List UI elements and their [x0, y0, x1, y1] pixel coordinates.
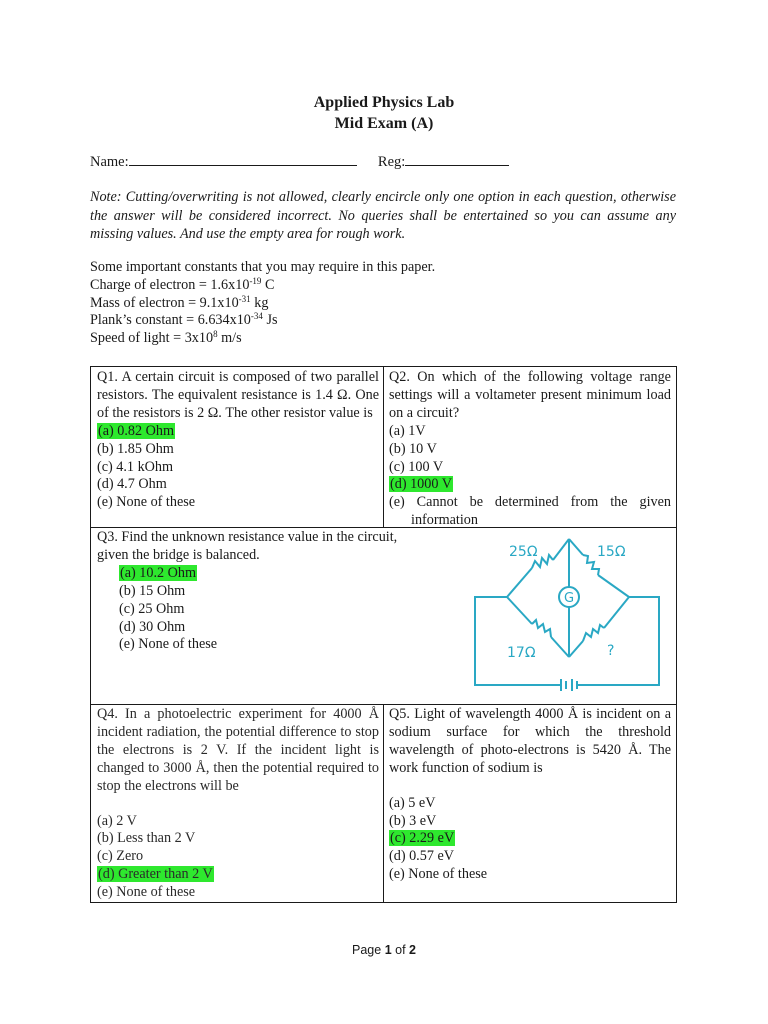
exam-note: Note: Cutting/overwriting is not allowed, clearly encircle only one option in each question, otherwise the answer will be considered incorrect. No queries shall be entertained so you can assume any missing values. And use the empty area for rough work. — [90, 189, 676, 242]
constants-intro: Some important constants that you may require in this paper. — [90, 259, 436, 275]
option-q3-d[interactable]: (d) 30 Ohm — [119, 618, 186, 635]
reg-label: Reg: — [377, 154, 406, 170]
option-q1-a[interactable]: (a) 0.82 Ohm — [98, 422, 175, 439]
option-q4-d[interactable]: (d) Greater than 2 V — [98, 866, 213, 883]
question-text: Q1. A certain circuit is composed of two parallel resistors. The equivalent resistance is 1.4 Ω. One of the resistors is 2 Ω. The other resistor value is — [97, 369, 379, 421]
label-r2: 15Ω — [597, 544, 626, 560]
constant-electron-mass: Mass of electron = $9.1x10^{-31}$ kg — [90, 293, 269, 311]
option-q2-e[interactable]: (e) Cannot be determined from the given information — [389, 494, 671, 529]
wheatstone-bridge-diagram — [471, 531, 671, 691]
bridge-wire — [551, 637, 569, 657]
exam-title: Applied Physics Lab — [313, 94, 455, 111]
exam-subtitle: Mid Exam (A) — [334, 115, 434, 132]
option-q4-a[interactable]: (a) 2 V — [97, 812, 137, 829]
questions-table — [90, 366, 677, 903]
label-r4: ? — [607, 643, 615, 659]
reg-field[interactable] — [405, 152, 509, 166]
table-divider — [383, 367, 384, 527]
option-q2-b[interactable]: (b) 10 V — [389, 440, 437, 457]
option-q5-a[interactable]: (a) 5 eV — [389, 794, 436, 811]
constants-block — [90, 259, 435, 348]
question-q1 — [97, 369, 379, 512]
question-q4 — [97, 706, 379, 902]
option-q2-d[interactable]: (d) 1000 V — [390, 476, 453, 493]
constant-electron-charge: Charge of electron = $1.6x10^{-19}$ C — [90, 275, 275, 293]
question-q3 — [97, 529, 457, 654]
option-q5-d[interactable]: (d) 0.57 eV — [389, 848, 455, 865]
student-info-line — [90, 152, 509, 171]
question-text-line1: Q3. Find the unknown resistance value in the circuit, — [97, 529, 398, 545]
option-q3-a[interactable]: (a) 10.2 Ohm — [120, 564, 197, 581]
galvanometer-label: G — [564, 591, 575, 606]
bridge-wire — [553, 539, 569, 560]
option-q3-b[interactable]: (b) 15 Ohm — [119, 582, 186, 599]
option-q1-e[interactable]: (e) None of these — [97, 494, 196, 511]
question-text: Q4. In a photoelectric experiment for 4000 Å incident radiation, the potential difference to stop the electrons is 2 V. If the incident light is changed to 3000 Å, then the potential required to stop the electrons will be — [97, 706, 379, 794]
resistor-17-zigzag — [532, 620, 551, 637]
constant-light-speed: Speed of light = $3x10^8$ m/s — [90, 329, 242, 347]
bridge-wire — [569, 641, 583, 657]
bridge-wire — [507, 597, 532, 624]
option-q5-b[interactable]: (b) 3 eV — [389, 812, 437, 829]
option-q1-d[interactable]: (d) 4.7 Ohm — [97, 476, 167, 493]
option-q5-c[interactable]: (c) 2.29 eV — [390, 830, 455, 847]
resistor-unknown-zigzag — [583, 625, 604, 641]
option-q2-a[interactable]: (a) 1V — [389, 422, 426, 439]
bridge-wire — [604, 597, 629, 628]
question-q2 — [389, 369, 671, 530]
question-text: Q5. Light of wavelength 4000 Å is incident on a sodium surface for which the threshold wavelength of photo-electrons is 5420 Å. The work function of sodium is — [389, 706, 671, 776]
option-q2-c[interactable]: (c) 100 V — [389, 458, 444, 475]
option-q4-c[interactable]: (c) Zero — [97, 848, 144, 865]
bridge-wire — [598, 575, 629, 597]
question-text-line2: given the bridge is balanced. — [97, 546, 260, 563]
bridge-wire — [507, 568, 532, 597]
page-number: Page 1 of 2 — [352, 943, 416, 957]
label-r1: 25Ω — [509, 544, 538, 560]
option-q3-e[interactable]: (e) None of these — [119, 636, 218, 653]
option-q1-b[interactable]: (b) 1.85 Ohm — [97, 440, 174, 457]
option-q4-b[interactable]: (b) Less than 2 V — [97, 830, 196, 847]
option-q5-e[interactable]: (e) None of these — [389, 866, 488, 883]
label-r3: 17Ω — [507, 645, 536, 661]
option-q3-c[interactable]: (c) 25 Ohm — [119, 600, 185, 617]
constant-planck: Plank’s constant = $6.634x10^{-34}$ Js — [90, 311, 278, 329]
option-q4-e[interactable]: (e) None of these — [97, 884, 196, 901]
bridge-wire — [569, 539, 583, 555]
question-q5 — [389, 706, 671, 884]
table-divider — [383, 704, 384, 902]
name-field[interactable] — [129, 152, 357, 166]
option-q1-c[interactable]: (c) 4.1 kOhm — [97, 458, 174, 475]
name-label: Name: — [90, 154, 129, 170]
question-text: Q2. On which of the following voltage range settings will a voltameter present minimum load on a circuit? — [389, 369, 671, 421]
